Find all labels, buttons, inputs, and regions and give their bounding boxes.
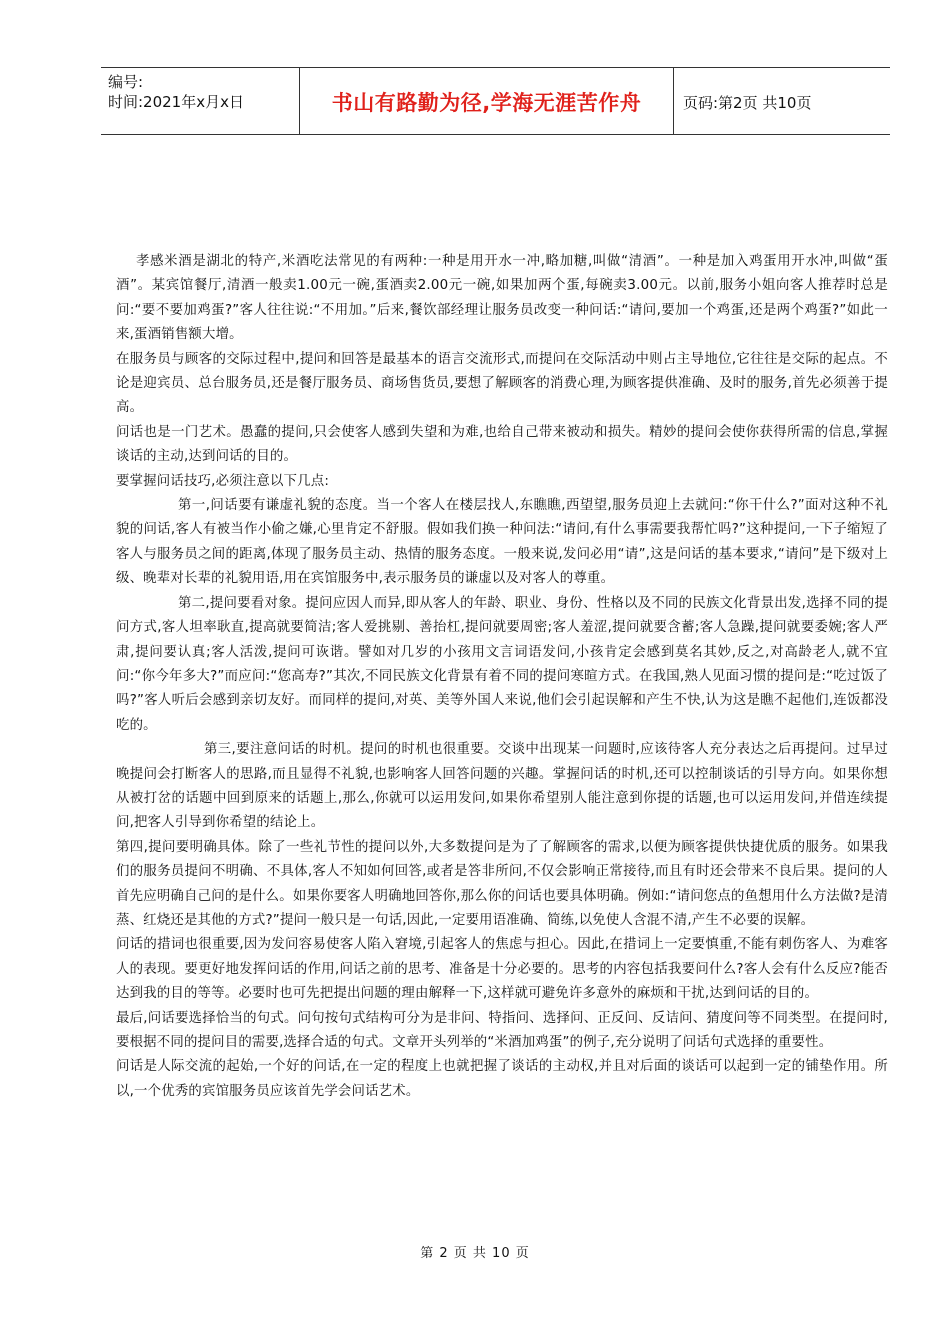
header-page-cell: [674, 68, 890, 134]
header-motto-cell: [300, 68, 674, 134]
header-page-code: 页码:第2页 共10页: [683, 94, 812, 112]
header-motto: 书山有路勤为径,学海无涯苦作舟: [331, 91, 642, 115]
paragraph-point-two: 第二,提问要看对象。提问应因人而异,即从客人的年龄、职业、身份、性格以及不同的民族文化背景出发,选择不同的提问方式,客人坦率耿直,提高就要简洁;客人爱挑剔、善抬杠,提问就要周密;客人羞涩,提问就要含蓄;客人急躁,提问就要委婉;客人严肃,提问要认真;客人活泼,提问可诙谐。譬如对几岁的小孩用文言词语发问,小孩肯定会感到莫名其妙,反之,对高龄老人,就不宜问:“你今年多大?”而应问:“您高寿?”其次,不同民族文化背景有着不同的提问寒暄方式。在我国,熟人见面习惯的提问是:“吃过饭了吗?”客人听后会感到亲切友好。而同样的提问,对英、美等外国人来说,他们会引起误解和产生不快,认为这是瞧不起他们,连饭都没吃的。: [116, 595, 888, 733]
paragraph-intro-story: 孝感米酒是湖北的特产,米酒吃法常见的有两种:一种是用开水一冲,略加糖,叫做“清酒”。一种是加入鸡蛋用开水冲,叫做“蛋酒”。某宾馆餐厅,清酒一般卖1.00元一碗,蛋酒卖2.00元一碗,如果加两个蛋,每碗卖3.00元。以前,服务小姐向客人推荐时总是问:“要不要加鸡蛋?”客人往往说:“不用加。”后来,餐饮部经理让服务员改变一种问话:“请问,要加一个鸡蛋,还是两个鸡蛋?”如此一来,蛋酒销售额大增。: [116, 254, 888, 343]
paragraph-sentence-pattern: 最后,问话要选择恰当的句式。问句按句式结构可分为是非问、特指问、选择问、正反问、反诘问、猜度问等不同类型。在提问时,要根据不同的提问目的需要,选择合适的句式。文章开头列举的“米酒加鸡蛋”的例子,充分说明了问话句式选择的重要性。: [116, 1010, 888, 1050]
paragraph-point-four: 第四,提问要明确具体。除了一些礼节性的提问以外,大多数提问是为了了解顾客的需求,以便为顾客提供快捷优质的服务。如果我们的服务员提问不明确、不具体,客人不知如何回答,或者是答非所问,不仅会影响正常接待,而且有时还会带来不良后果。提问的人首先应明确自己问的是什么。如果你要客人明确地回答你,那么你的问话也要具体明确。例如:“请问您点的鱼想用什么方法做?是清蒸、红烧还是其他的方式?”提问一般只是一句话,因此,一定要用语准确、简练,以免使人含混不清,产生不必要的误解。: [116, 839, 888, 928]
paragraph-point-one: 第一,问话要有谦虚礼貌的态度。当一个客人在楼层找人,东瞧瞧,西望望,服务员迎上去就问:“你干什么?”面对这种不礼貌的问话,客人有被当作小偷之嫌,心里肯定不舒服。假如我们换一种问法:“请问,有什么事需要我帮忙吗?”这种提问,一下子缩短了客人与服务员之间的距离,体现了服务员主动、热情的服务态度。一般来说,发问必用“请”,这是问话的基本要求,“请问”是下级对上级、晚辈对长辈的礼貌用语,用在宾馆服务中,表示服务员的谦虚以及对客人的尊重。: [116, 498, 888, 587]
paragraph-art-of-asking: 问话也是一门艺术。愚蠢的提问,只会使客人感到失望和为难,也给自己带来被动和损失。精妙的提问会使你获得所需的信息,掌握谈话的主动,达到问话的目的。: [116, 424, 888, 465]
document-header: [101, 67, 890, 135]
paragraph-wording: 问话的措词也很重要,因为发问容易使客人陷入窘境,引起客人的焦虑与担心。因此,在措词上一定要慎重,不能有刺伤客人、为难客人的表现。要更好地发挥问话的作用,问话之前的思考、准备是十分必要的。思考的内容包括我要问什么?客人会有什么反应?能否达到我的目的等等。必要时也可先把提出问题的理由解释一下,这样就可避免许多意外的麻烦和干扰,达到问话的目的。: [116, 937, 888, 1002]
document-date-label: 时间:2021年x月x日: [108, 93, 244, 111]
document-number-label: 编号:: [108, 73, 144, 91]
page-footer: 第 2 页 共 10 页: [420, 1246, 530, 1261]
paragraph-conclusion: 问话是人际交流的起始,一个好的问话,在一定的程度上也就把握了谈话的主动权,并且对后面的谈话可以起到一定的铺垫作用。所以,一个优秀的宾馆服务员应该首先学会问话艺术。: [116, 1059, 888, 1099]
paragraph-tips-intro: 要掌握问话技巧,必须注意以下几点:: [116, 473, 330, 489]
paragraph-questioning-importance: 在服务员与顾客的交际过程中,提问和回答是最基本的语言交流形式,而提问在交际活动中则占主导地位,它往往是交际的起点。不论是迎宾员、总台服务员,还是餐厅服务员、商场售货员,要想了解顾客的消费心理,为顾客提供准确、及时的服务,首先必须善于提高。: [116, 351, 888, 416]
paragraph-point-three: 第三,要注意问话的时机。提问的时机也很重要。交谈中出现某一问题时,应该待客人充分表达之后再提问。过早过晚提问会打断客人的思路,而且显得不礼貌,也影响客人回答问题的兴趣。掌握问话的时机,还可以控制谈话的引导方向。如果你想从被打岔的话题中回到原来的话题上,那么,你就可以运用发问,如果你希望别人能注意到你提的话题,也可以运用发问,并借连续提问,把客人引导到你希望的结论上。: [116, 742, 889, 831]
document-body: [116, 250, 888, 1104]
header-info-cell: [101, 68, 300, 134]
